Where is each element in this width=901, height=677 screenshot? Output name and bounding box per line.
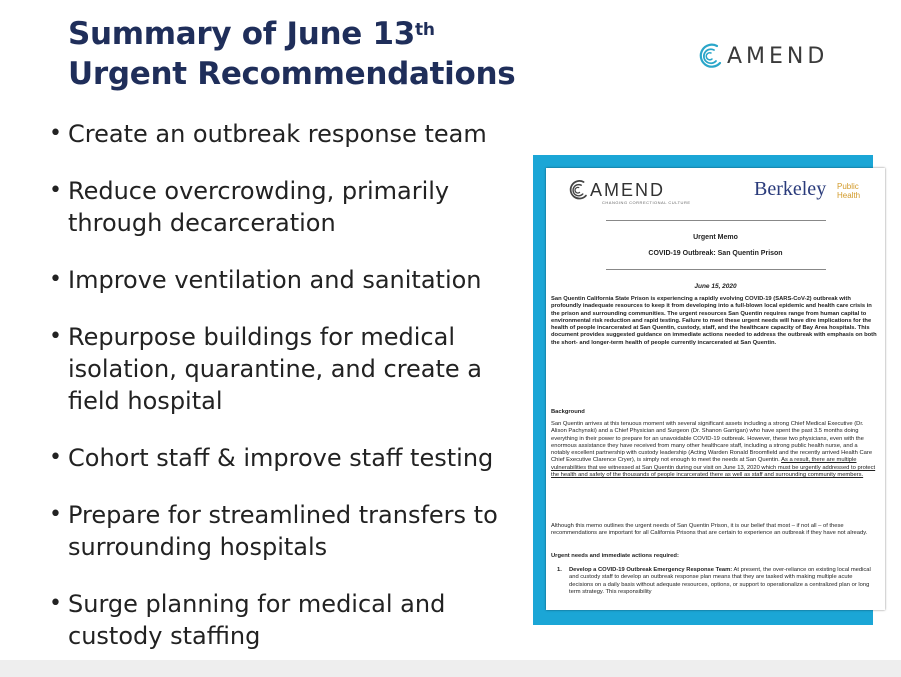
slide-title: [68, 14, 538, 94]
recommendations-list: [48, 118, 518, 677]
action-item-title: Develop a COVID-19 Outbreak Emergency Response Team:: [569, 567, 733, 573]
bullet-item: • Cohort staff & improve staff testing: [48, 442, 518, 474]
bullet-item: • Create an outbreak response team: [48, 118, 518, 150]
background-body: San Quentin arrives at this tenuous moment with several significant assets including a strong Chief Medical Executive (Dr. Alison Pachynski) and a Chief Physician and Surgeon (Dr. Shanon Garrigan) who have spent the past 3.5 months doing everything in their power to prepare for an unavoidable COVID-19 outbreak. However, these two physicians, even with the enormous assistance they have received from many other healthcare staff, including a strong public health nurse, and a notably excellent partnership with custody leadership (Acting Warden Ronald Broomfield and the recently arrived Health Care Chief Executive Clarence Cryer), is simply not enough to meet the needs at San Quentin.: [551, 421, 873, 464]
bullet-item: • Prepare for streamlined transfers to surrounding hospitals: [48, 499, 518, 563]
action-item-number: 1.: [557, 567, 562, 573]
bullet-item: • Improve ventilation and sanitation: [48, 264, 518, 296]
memo-summary: San Quentin California State Prison is experiencing a rapidly evolving COVID-19 (SARS-CoV-2) outbreak with profoundly inadequate resources to keep it from developing into a full-blown local epidemic and health care crisis in the prison and surrounding communities. The urgent resources San Quentin requires range from human capital to environmental risk reduction and rapid testing. Failure to meet these urgent needs will have dire implications for the health of people incarcerated at San Quentin, custody, staff, and the healthcare capacity of Bay Area hospitals. This document provides suggested guidance on immediate actions needed to address the outbreak with emphasis on both the short- and longer-term health of people currently incarcerated at San Quentin.: [551, 296, 877, 346]
memo-document-image: [546, 168, 885, 610]
bottom-strip: [0, 660, 901, 677]
public-health-label: [837, 182, 860, 200]
title-prefix: Summary of June 13: [68, 16, 416, 52]
title-suffix: Urgent Recommendations: [68, 56, 516, 92]
document-amend-logo: [566, 178, 665, 202]
divider: [606, 220, 826, 221]
public-health-line-2: Health: [837, 191, 861, 200]
memo-heading: Urgent Memo: [693, 234, 738, 241]
although-text: Although this memo outlines the urgent needs of San Quentin Prison, it is our belief that most – if not all – of these recommendations are important for all California Prisons that are certain to experience an outbreak if they have not already.: [551, 523, 868, 537]
document-logos: [566, 176, 875, 212]
action-item-1: [551, 567, 877, 596]
document-amend-word: AMEND: [590, 179, 666, 200]
memo-date: June 15, 2020: [694, 283, 737, 290]
bullet-item: • Surge planning for medical and custody staffing: [48, 588, 518, 652]
amend-logo-text: AMEND: [727, 43, 829, 69]
amend-logo-icon: [695, 41, 725, 71]
background-text: [551, 421, 877, 479]
public-health-line-1: Public: [837, 182, 859, 191]
action-item-text: At present, the over-reliance on existing local medical and custody staff to develop an outbreak response plan means that they are tasked with making multiple acute decisions on a daily basis without adequate resources, options, or support to operationalize a centralized plan or long term strategy. This responsibility: [569, 567, 871, 595]
needs-heading: Urgent needs and immediate actions required:: [551, 553, 679, 559]
berkeley-logo: Berkeley: [754, 178, 827, 200]
divider: [606, 269, 826, 270]
document-amend-subtitle: CHANGING CORRECTIONAL CULTURE: [602, 200, 691, 205]
document-amend-icon: [566, 178, 590, 202]
background-heading: Background: [551, 409, 585, 415]
memo-subject: COVID-19 Outbreak: San Quentin Prison: [648, 250, 783, 257]
bullet-item: • Reduce overcrowding, primarily through decarceration: [48, 175, 518, 239]
title-superscript: th: [415, 20, 435, 40]
background-underlined: As a result, there are multiple vulnerabilities that we witnessed at San Quentin during our visit on June 13, 2020 which must be urgently addressed to protect the health and safety of the thousands of people incarcerated there as well as staff and surrounding community members.: [551, 457, 876, 479]
bullet-item: • Repurpose buildings for medical isolation, quarantine, and create a field hospital: [48, 321, 518, 417]
amend-logo: [695, 41, 828, 71]
